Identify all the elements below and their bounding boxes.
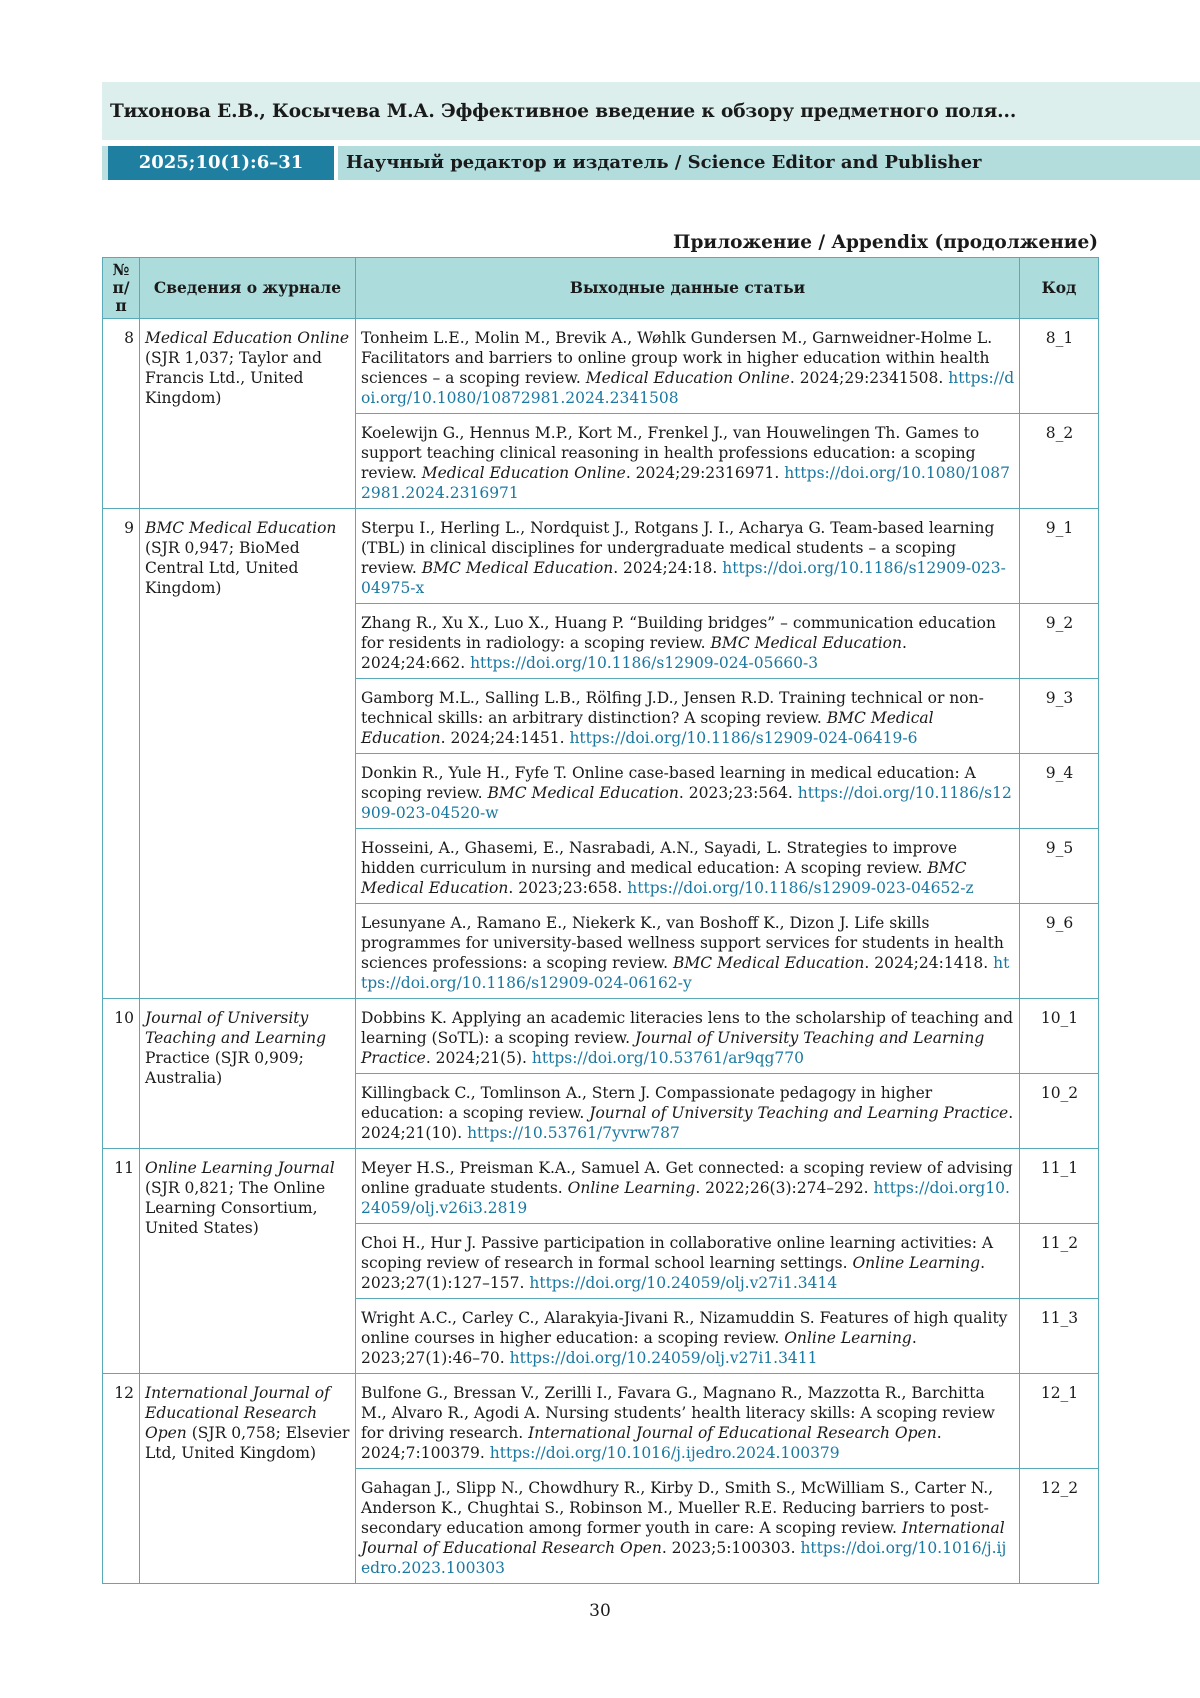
journal-info	[140, 1149, 356, 1374]
citation-journal: BMC Medical Education	[361, 709, 934, 747]
article-code: 11_3	[1020, 1299, 1099, 1374]
doi-link[interactable]: https://doi.org/10.1186/s12909-024-05660-3	[470, 654, 818, 672]
citation-text: Killingback C., Tomlinson A., Stern J. Compassionate pedagogy in higher education: a scoping review.	[361, 1084, 932, 1122]
citation-text: Sterpu I., Herling L., Nordquist J., Rotgans J. I., Acharya G. Team-based learning (TBL) in clinical disciplines for undergraduate medical students – a scoping review.	[361, 519, 994, 577]
citation-reference: . 2022;26(3):274–292.	[695, 1179, 868, 1197]
citation-journal: Medical Education Online	[586, 369, 790, 387]
article-citation	[356, 999, 1020, 1074]
row-number: 10	[103, 999, 140, 1149]
article-code: 9_2	[1020, 604, 1099, 679]
table-row	[103, 1149, 1099, 1224]
journal-details: (SJR 0,947; BioMed Central Ltd, United Kingdom)	[145, 539, 300, 597]
citation-journal: Medical Education Online	[422, 464, 626, 482]
citation-journal: BMC Medical Education	[361, 859, 966, 897]
article-citation	[356, 829, 1020, 904]
column-header-article: Выходные данные статьи	[356, 258, 1020, 319]
doi-link[interactable]: https://doi.org/10.1186/s12909-023-04520-w	[361, 784, 1012, 822]
running-header	[102, 82, 1200, 140]
row-number: 9	[103, 509, 140, 999]
citation-journal: International Journal of Educational Research Open	[528, 1424, 937, 1442]
doi-link[interactable]: https://doi.org/10.1016/j.ijedro.2023.100303	[361, 1539, 1006, 1577]
issue-label: 2025;10(1):6–31	[102, 146, 334, 180]
doi-link[interactable]: https://doi.org/10.1186/s12909-024-06162-y	[361, 954, 1009, 992]
citation-text: Meyer H.S., Preisman K.A., Samuel A. Get connected: a scoping review of advising online graduate students.	[361, 1159, 1013, 1197]
citation-text: Tonheim L.E., Molin M., Brevik A., Wøhlk Gundersen M., Garnweidner-Holme L. Facilitators and barriers to online group work in higher education within health sciences – a scoping review.	[361, 329, 992, 387]
citation-journal: BMC Medical Education	[422, 559, 613, 577]
table-body	[103, 319, 1099, 1584]
table-header-row	[103, 258, 1099, 319]
citation-journal: BMC Medical Education	[487, 784, 678, 802]
article-citation	[356, 319, 1020, 414]
journal-details: Practice (SJR 0,909; Australia)	[145, 1049, 304, 1087]
citation-reference: . 2024;21(5).	[426, 1049, 527, 1067]
doi-link[interactable]: https://doi.org/10.24059/olj.v27i1.3411	[510, 1349, 818, 1367]
doi-link[interactable]: https://doi.org/10.24059/olj.v27i1.3414	[529, 1274, 837, 1292]
doi-link[interactable]: https://doi.org10.24059/olj.v26i3.2819	[361, 1179, 1010, 1217]
citation-journal: Online Learning	[784, 1329, 912, 1347]
citation-journal: BMC Medical Education	[673, 954, 864, 972]
journal-details: (SJR 0,758; Elsevier Ltd, United Kingdom)	[145, 1424, 349, 1462]
citation-reference: . 2024;24:1451.	[441, 729, 565, 747]
table-row	[103, 509, 1099, 604]
article-code: 9_6	[1020, 904, 1099, 999]
article-citation	[356, 1074, 1020, 1149]
citation-text: Hosseini, A., Ghasemi, E., Nasrabadi, A.N., Sayadi, L. Strategies to improve hidden curriculum in nursing and medical education: A scoping review.	[361, 839, 957, 877]
citation-text: Wright A.C., Carley C., Alarakyia-Jivani R., Nizamuddin S. Features of high quality online courses in higher education: a scoping review.	[361, 1309, 1007, 1347]
article-code: 11_2	[1020, 1224, 1099, 1299]
article-citation	[356, 679, 1020, 754]
journal-name: International Journal of Educational Research Open	[145, 1384, 330, 1442]
doi-link[interactable]: https://doi.org/10.1186/s12909-023-04652-z	[627, 879, 973, 897]
table-row	[103, 319, 1099, 414]
citation-text: Choi H., Hur J. Passive participation in collaborative online learning activities: A scoping review of research in formal school learning settings.	[361, 1234, 993, 1272]
article-code: 11_1	[1020, 1149, 1099, 1224]
journal-name: Medical Education Online	[145, 329, 349, 347]
article-code: 9_3	[1020, 679, 1099, 754]
row-number: 12	[103, 1374, 140, 1584]
article-citation	[356, 1299, 1020, 1374]
journal-name: Online Learning Journal	[145, 1159, 335, 1177]
doi-link[interactable]: https://doi.org/10.1016/j.ijedro.2024.100379	[490, 1444, 840, 1462]
citation-reference: . 2023;27(1):127–157.	[361, 1254, 985, 1292]
citation-text: Dobbins K. Applying an academic literacies lens to the scholarship of teaching and learning (SoTL): a scoping review.	[361, 1009, 1013, 1047]
doi-link[interactable]: https://doi.org/10.53761/ar9qg770	[532, 1049, 804, 1067]
citation-reference: . 2023;23:564.	[679, 784, 793, 802]
article-citation	[356, 1469, 1020, 1584]
article-citation	[356, 1149, 1020, 1224]
journal-info	[140, 1374, 356, 1584]
article-code: 10_2	[1020, 1074, 1099, 1149]
citation-text: Koelewijn G., Hennus M.P., Kort M., Frenkel J., van Houwelingen Th. Games to support teaching clinical reasoning in health professions education: a scoping review.	[361, 424, 979, 482]
article-code: 8_2	[1020, 414, 1099, 509]
article-citation	[356, 604, 1020, 679]
citation-journal: BMC Medical Education	[711, 634, 902, 652]
article-code: 12_1	[1020, 1374, 1099, 1469]
citation-text: Gahagan J., Slipp N., Chowdhury R., Kirby D., Smith S., McWilliam S., Carter N., Anderson K., Chughtai S., Robinson M., Mueller R.E. Reducing barriers to post-secondary education among former youth in care: A scoping review.	[361, 1479, 993, 1537]
article-code: 9_5	[1020, 829, 1099, 904]
row-number: 11	[103, 1149, 140, 1374]
article-code: 8_1	[1020, 319, 1099, 414]
article-citation	[356, 1374, 1020, 1469]
citation-text: Bulfone G., Bressan V., Zerilli I., Favara G., Magnano R., Mazzotta R., Barchitta M., Alvaro R., Agodi A. Nursing students’ health literacy skills: A scoping review for driving research.	[361, 1384, 995, 1442]
page-number: 30	[0, 1601, 1200, 1621]
doi-link[interactable]: https://10.53761/7yvrw787	[467, 1124, 680, 1142]
journal-title: Научный редактор и издатель / Science Editor and Publisher	[338, 146, 1200, 180]
citation-text: Zhang R., Xu X., Luo X., Huang P. “Building bridges” – communication education for residents in radiology: a scoping review.	[361, 614, 996, 652]
citation-reference: . 2024;29:2341508.	[790, 369, 943, 387]
article-citation	[356, 1224, 1020, 1299]
journal-info	[140, 319, 356, 509]
journal-name: Journal of University Teaching and Learning	[145, 1009, 326, 1047]
citation-journal: Journal of University Teaching and Learning Practice	[361, 1029, 984, 1067]
table-row	[103, 999, 1099, 1074]
citation-reference: . 2024;24:1418.	[864, 954, 988, 972]
column-header-code: Код	[1020, 258, 1099, 319]
citation-journal: International Journal of Educational Research Open	[361, 1519, 1005, 1557]
citation-reference: . 2024;7:100379.	[361, 1424, 942, 1462]
citation-reference: . 2024;29:2316971.	[626, 464, 779, 482]
row-number: 8	[103, 319, 140, 509]
journal-name: BMC Medical Education	[145, 519, 336, 537]
citation-text: Gamborg M.L., Salling L.B., Rölfing J.D., Jensen R.D. Training technical or non-technical skills: an arbitrary distinction? A scoping review.	[361, 689, 984, 727]
journal-info	[140, 999, 356, 1149]
doi-link[interactable]: https://doi.org/10.1080/10872981.2024.2341508	[361, 369, 1014, 407]
article-citation	[356, 509, 1020, 604]
citation-journal: Online Learning	[852, 1254, 980, 1272]
article-code: 9_4	[1020, 754, 1099, 829]
running-header-authors: Тихонова Е.В., Косычева М.А. Эффективное введение к обзору предметного поля...	[110, 101, 1016, 122]
appendix-title: Приложение / Appendix (продолжение)	[673, 232, 1098, 253]
journal-details: (SJR 0,821; The Online Learning Consortium, United States)	[145, 1179, 325, 1237]
journal-details: (SJR 1,037; Taylor and Francis Ltd., United Kingdom)	[145, 349, 322, 407]
article-code: 9_1	[1020, 509, 1099, 604]
citation-journal: Online Learning	[568, 1179, 696, 1197]
citation-reference: . 2024;24:662.	[361, 634, 907, 672]
citation-reference: . 2024;21(10).	[361, 1104, 1013, 1142]
citation-text: Donkin R., Yule H., Fyfe T. Online case-based learning in medical education: A scoping review.	[361, 764, 976, 802]
article-code: 10_1	[1020, 999, 1099, 1074]
citation-reference: . 2023;5:100303.	[662, 1539, 796, 1557]
column-header-number: № п/п	[103, 258, 140, 319]
doi-link[interactable]: https://doi.org/10.1186/s12909-024-06419-6	[569, 729, 917, 747]
doi-link[interactable]: https://doi.org/10.1080/10872981.2024.2316971	[361, 464, 1010, 502]
citation-reference: . 2023;27(1):46–70.	[361, 1329, 917, 1367]
doi-link[interactable]: https://doi.org/10.1186/s12909-023-04975-x	[361, 559, 1006, 597]
issue-bar	[102, 146, 1200, 180]
journal-info	[140, 509, 356, 999]
article-citation	[356, 904, 1020, 999]
article-code: 12_2	[1020, 1469, 1099, 1584]
citation-text: Lesunyane A., Ramano E., Niekerk K., van Boshoff K., Dizon J. Life skills programmes for university-based wellness support services for students in health sciences professions: a scoping review.	[361, 914, 1004, 972]
table-row	[103, 1374, 1099, 1469]
column-header-journal: Сведения о журнале	[140, 258, 356, 319]
citation-journal: Journal of University Teaching and Learning Practice	[589, 1104, 1008, 1122]
appendix-table	[102, 257, 1099, 1584]
citation-reference: . 2024;24:18.	[613, 559, 717, 577]
citation-reference: . 2023;23:658.	[508, 879, 622, 897]
article-citation	[356, 754, 1020, 829]
article-citation	[356, 414, 1020, 509]
